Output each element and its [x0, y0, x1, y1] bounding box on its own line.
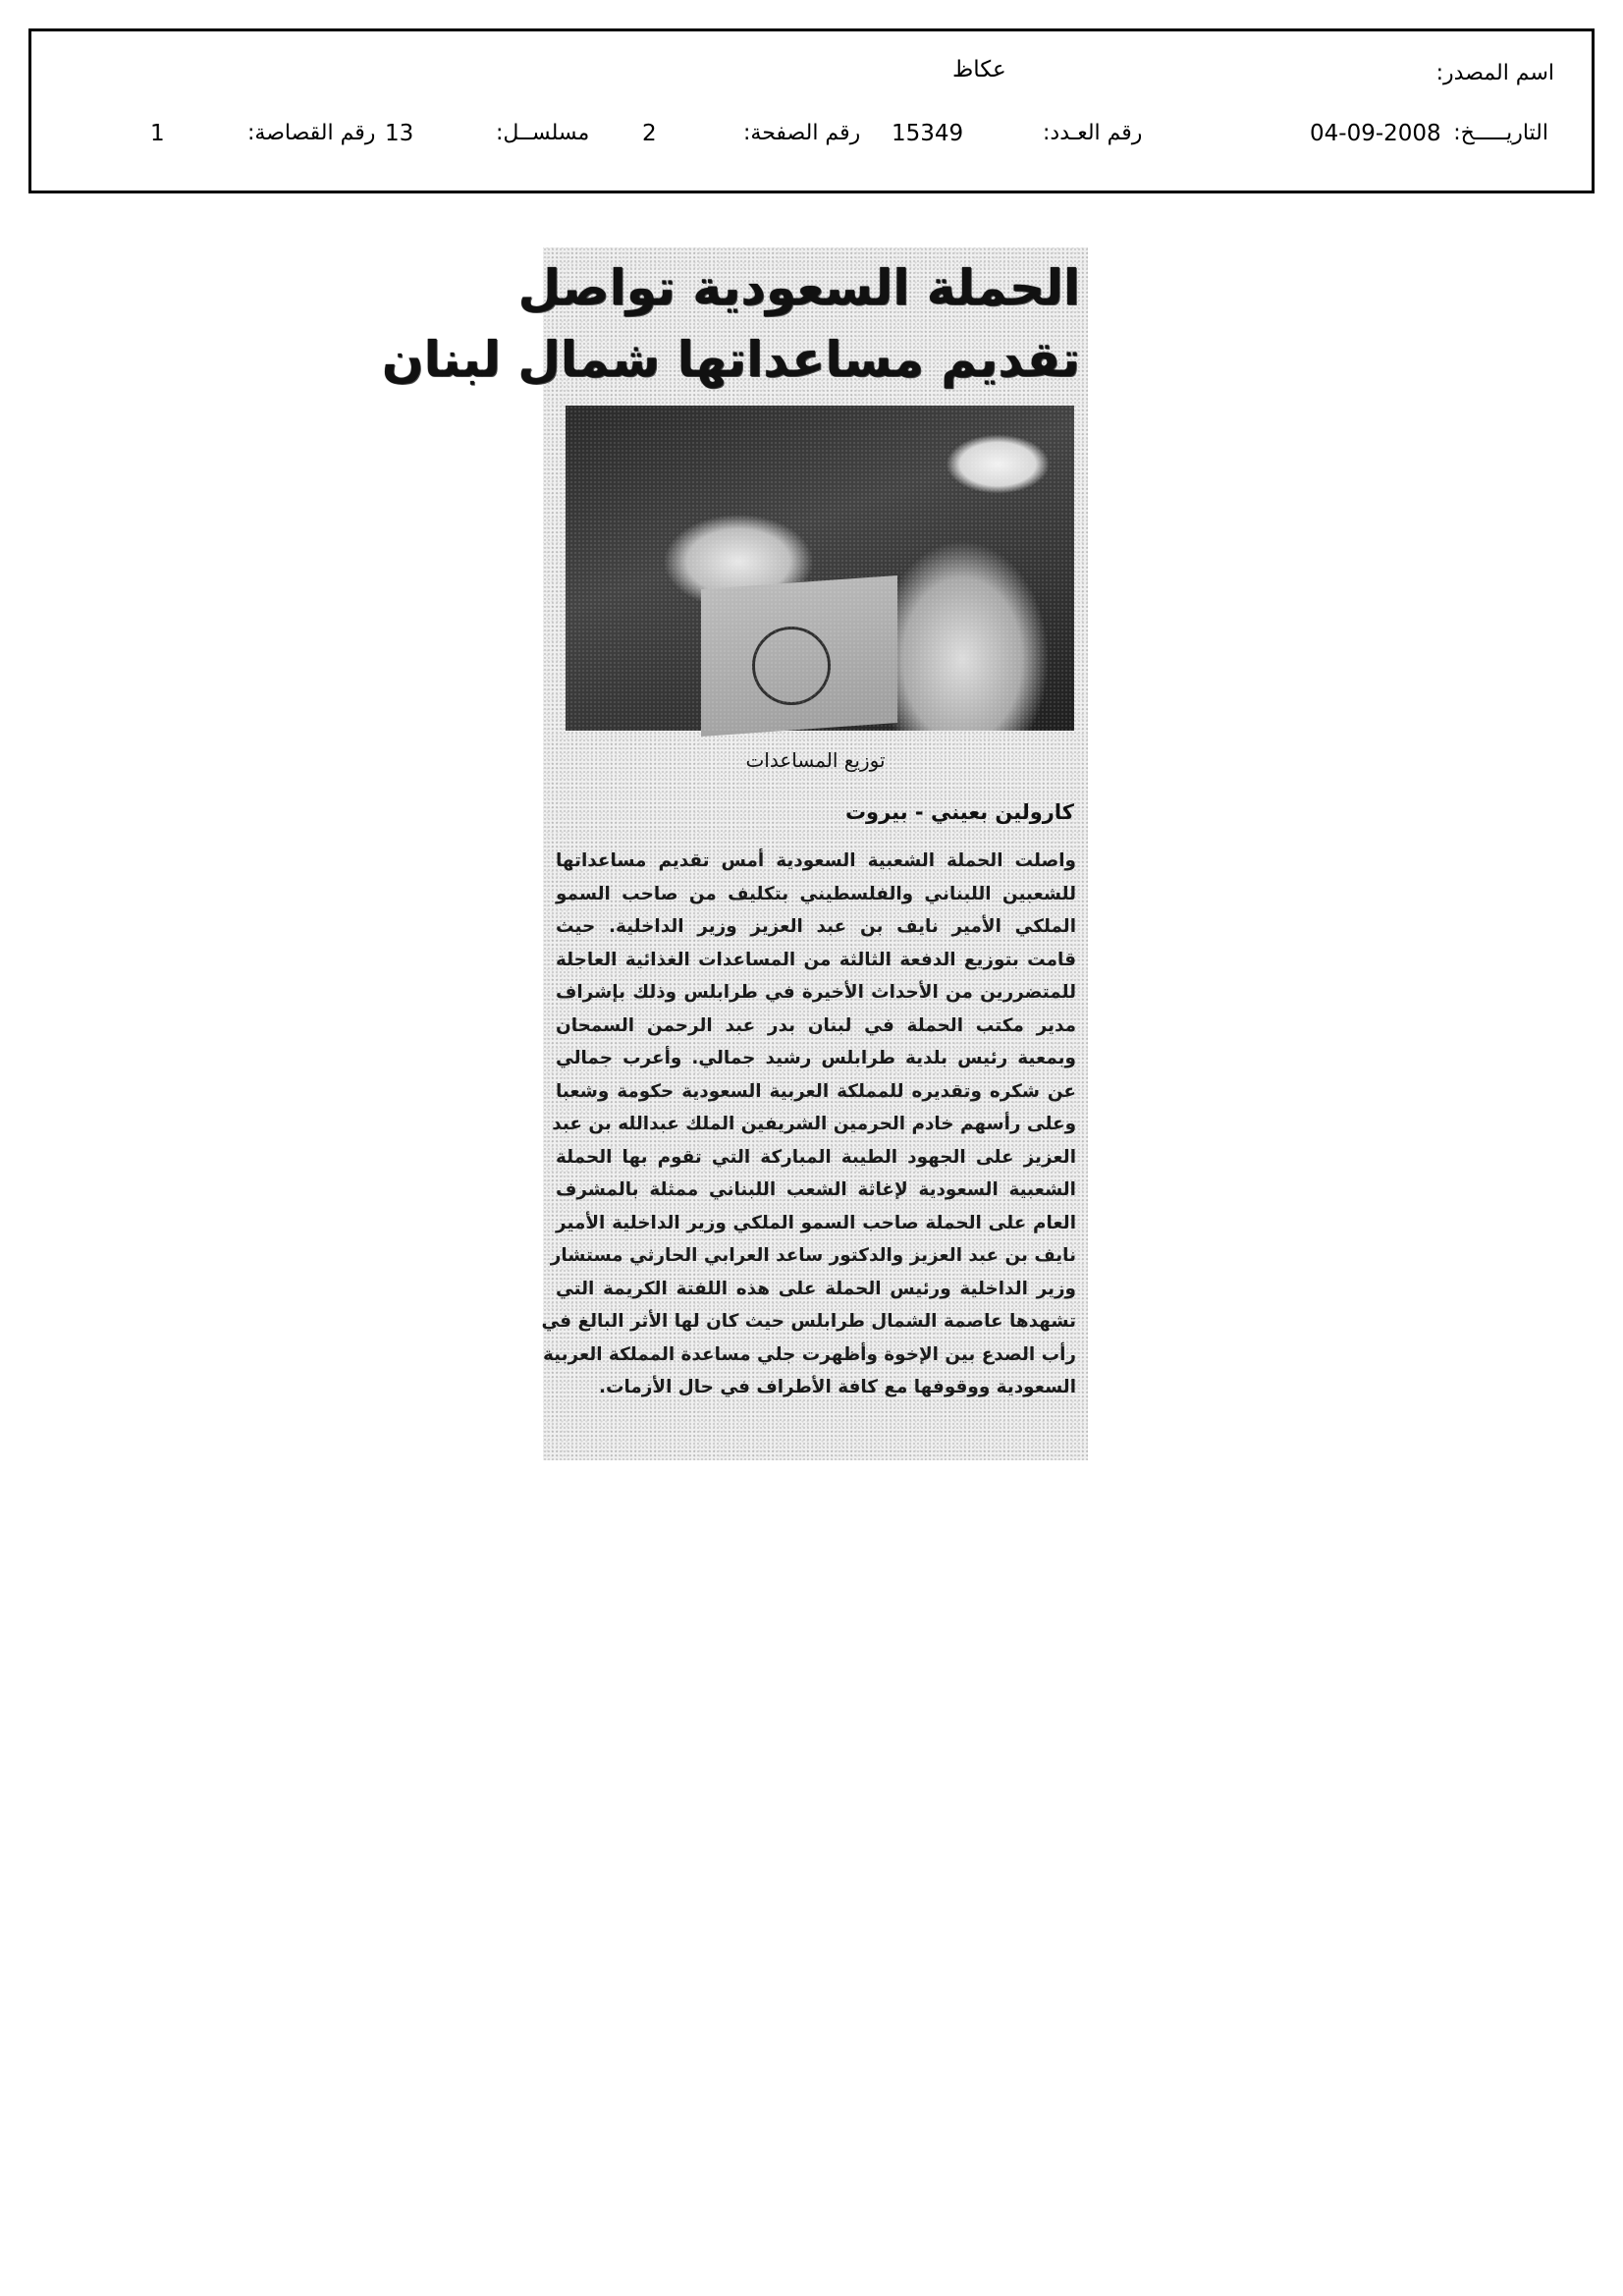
- clip-label: رقم القصاصة:: [247, 121, 376, 145]
- body-line: عن شكره وتقديره للمملكة العربية السعودية حكومة وشعبا: [556, 1080, 1076, 1102]
- body-line: للمتضررين من الأحداث الأخيرة في طرابلس وذلك بإشراف: [556, 982, 1076, 1003]
- body-line: وبمعية رئيس بلدية طرابلس رشيد جمالي. وأعرب جمالي: [556, 1048, 1076, 1068]
- body-line: الملكي الأمير نايف بن عبد العزيز وزير الداخلية. حيث: [556, 916, 1076, 937]
- body-line: قامت بتوزيع الدفعة الثالثة من المساعدات الغذائية العاجلة: [556, 949, 1076, 970]
- metadata-header-box: [28, 28, 1595, 193]
- body-line: وعلى رأسهم خادم الحرمين الشريفين الملك عبدالله بن عبد: [552, 1114, 1076, 1134]
- page-value: 2: [642, 121, 657, 146]
- source-value: عكاظ: [952, 57, 1006, 82]
- body-line: رأب الصدع بين الإخوة وأظهرت جلي مساعدة المملكة العربية: [542, 1343, 1076, 1365]
- page-label: رقم الصفحة:: [743, 121, 861, 145]
- body-line: العزيز على الجهود الطيبة المباركة التي تقوم بها الحملة: [556, 1146, 1076, 1168]
- date-label: التاريـــــخ:: [1453, 121, 1548, 145]
- source-label: اسم المصدر:: [1435, 61, 1554, 85]
- article-body: [541, 845, 1076, 1404]
- body-line: تشهدها عاصمة الشمال طرابلس حيث كان لها الأثر البالغ في: [541, 1311, 1076, 1332]
- headline-line-2: تقديم مساعداتها شمال لبنان: [381, 331, 1080, 388]
- article-photo: [566, 406, 1074, 731]
- article-byline: كارولين بعيني - بيروت: [844, 800, 1074, 824]
- issue-label: رقم العـدد:: [1043, 121, 1143, 145]
- serial-label: مسلســل:: [496, 121, 590, 145]
- body-line: وزير الداخلية ورئيس الحملة على هذه اللفتة الكريمة التي: [556, 1278, 1076, 1299]
- body-line: السعودية ووقوفها مع كافة الأطراف في حال الأزمات.: [599, 1377, 1076, 1397]
- body-line: واصلت الحملة الشعبية السعودية أمس تقديم مساعداتها: [556, 850, 1076, 871]
- headline-line-1: الحملة السعودية تواصل: [517, 259, 1080, 316]
- body-line: للشعبين اللبناني والفلسطيني بتكليف من صاحب السمو: [556, 883, 1076, 904]
- clip-value: 1: [150, 121, 165, 146]
- date-value: 04-09-2008: [1310, 121, 1441, 146]
- newspaper-clipping: [381, 247, 1088, 1460]
- issue-value: 15349: [892, 121, 964, 146]
- photo-caption: توزيع المساعدات: [745, 748, 886, 772]
- body-line: العام على الحملة صاحب السمو الملكي وزير الداخلية الأمير: [556, 1212, 1076, 1233]
- body-line: نايف بن عبد العزيز والدكتور ساعد العرابي الحارثي مستشار: [550, 1245, 1076, 1266]
- serial-value: 13: [385, 121, 414, 146]
- body-line: مدير مكتب الحملة في لبنان بدر عبد الرحمن السمحان: [556, 1014, 1076, 1036]
- body-line: الشعبية السعودية لإغاثة الشعب اللبناني ممثلة بالمشرف: [556, 1179, 1076, 1200]
